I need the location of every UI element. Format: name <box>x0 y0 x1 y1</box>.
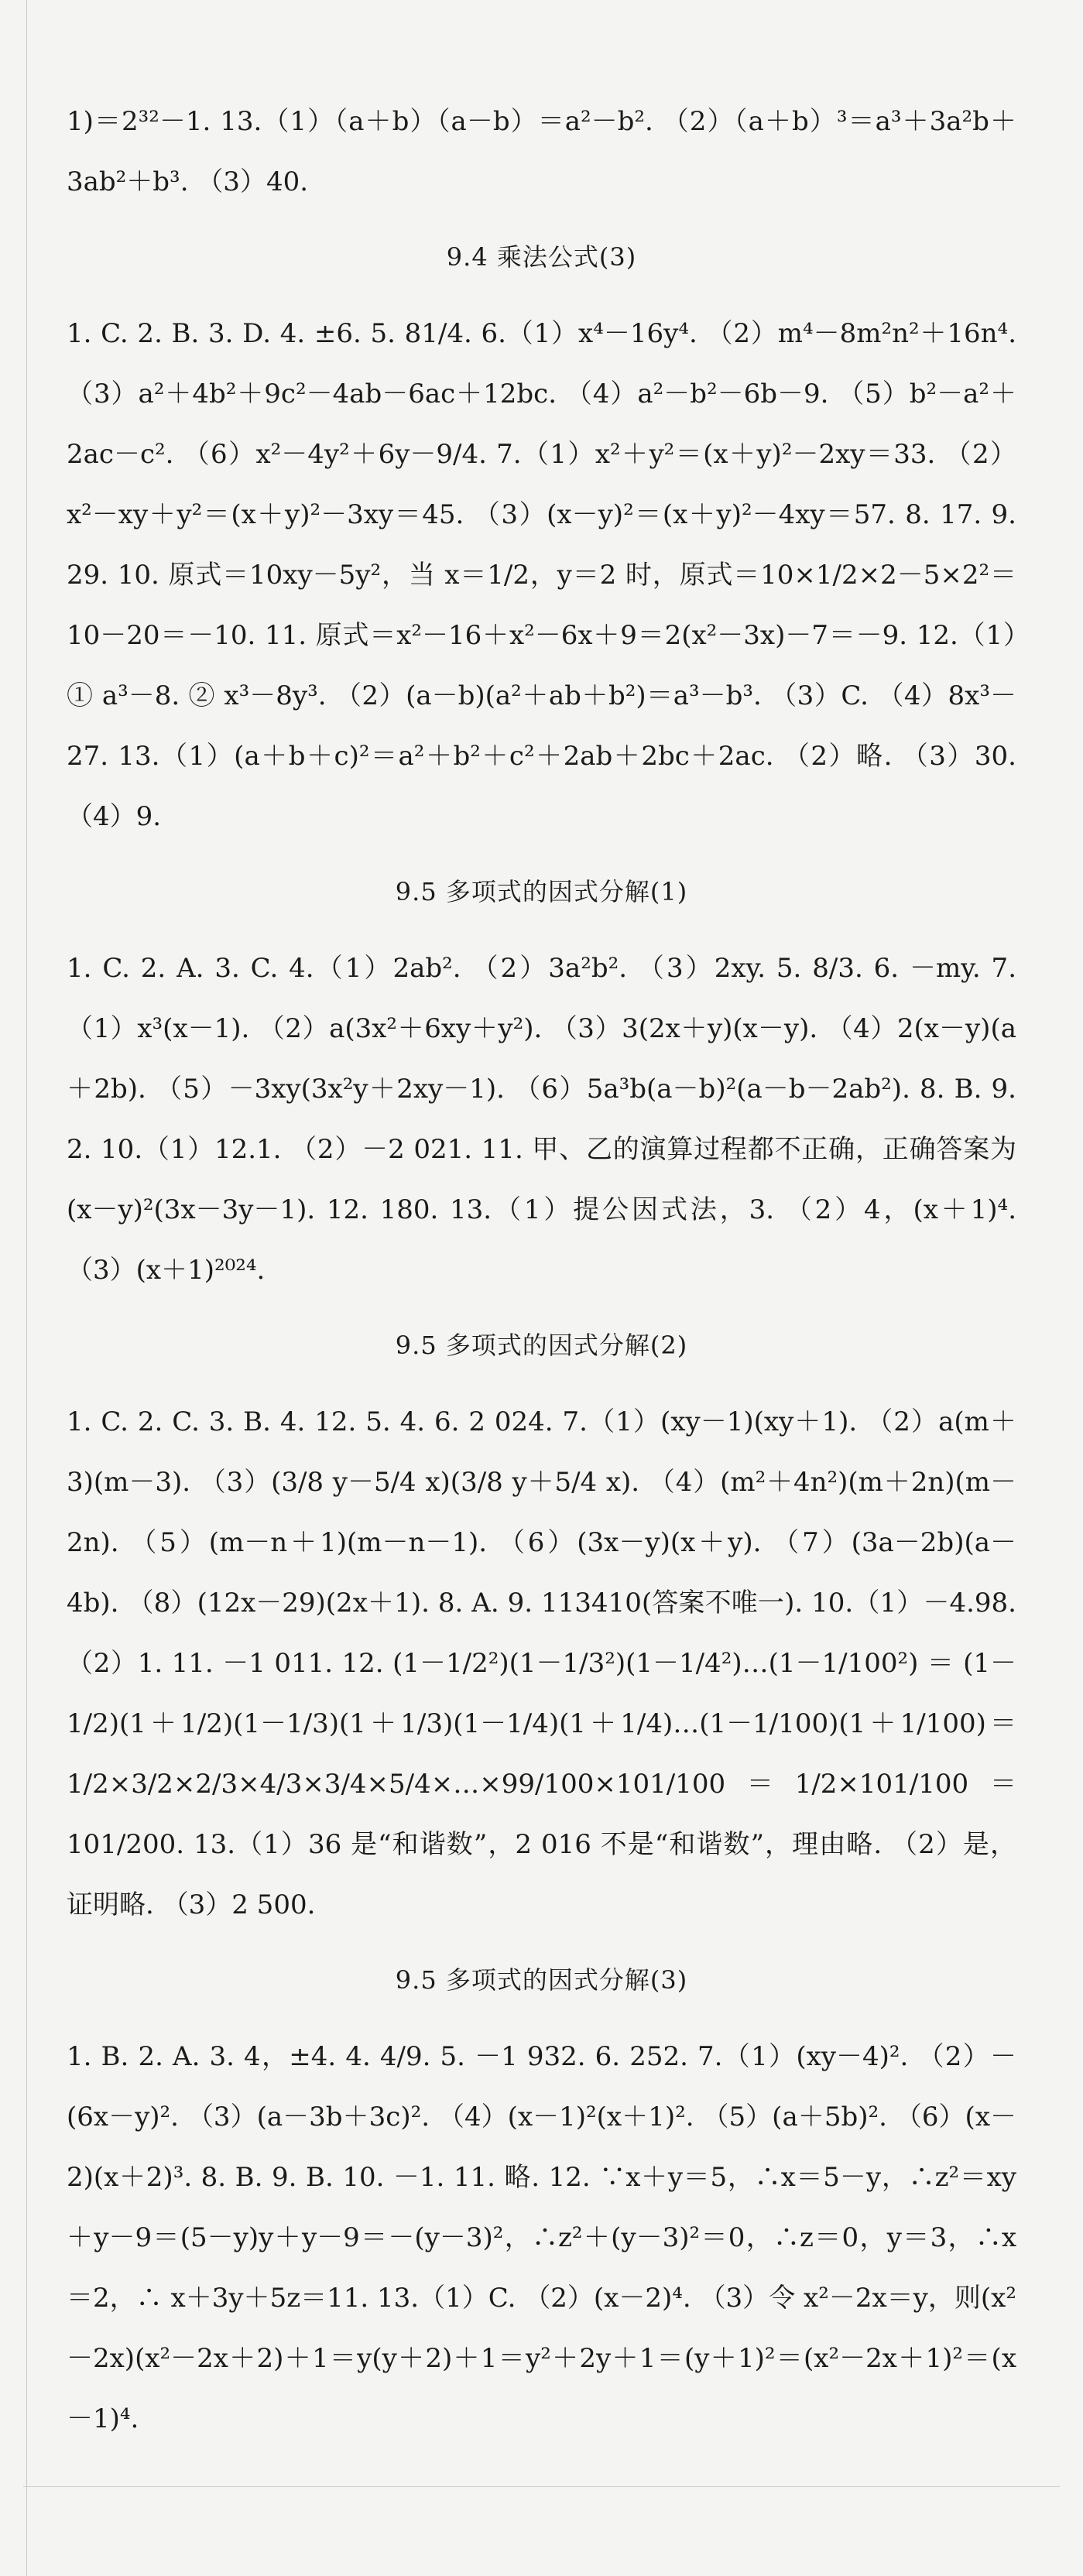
answer-block-9-5-3: 1. B. 2. A. 3. 4，±4. 4. 4/9. 5. －1 932. 6. 252. 7.（1）(xy－4)². （2）－(6x－y)². （3）(a－3b＋3c)². （4）(x－1)²(x＋1)². （5）(a＋5b)². （6）(x－2)(x＋2)³. 8. B. 9. B. 10. －1. 11. 略. 12. ∵x＋y＝5，∴x＝5－y，∴z²＝xy＋y－9＝(5－y)y＋y－9＝－(y－3)²，∴z²＋(y－3)²＝0，∴z＝0，y＝3，∴x＝2，∴ x＋3y＋5z＝11. 13.（1）C. （2）(x－2)⁴. （3）令 x²－2x＝y，则(x²－2x)(x²－2x＋2)＋1＝y(y＋2)＋1＝y²＋2y＋1＝(y＋1)²＝(x²－2x＋1)²＝(x－1)⁴. <box>67 2041 1016 2434</box>
answer-block-continued: 1)＝2³²－1. 13.（1）（a＋b）（a－b）＝a²－b². （2）（a＋b）³＝a³＋3a²b＋3ab²＋b³. （3）40. <box>67 106 1016 197</box>
left-margin-line <box>26 0 27 2576</box>
section-heading-9-5-3: 9.5 多项式的因式分解(3) <box>395 1965 688 1995</box>
section-heading-9-5-2: 9.5 多项式的因式分解(2) <box>395 1331 688 1360</box>
answer-block-9-5-2: 1. C. 2. C. 3. B. 4. 12. 5. 4. 6. 2 024. 7.（1）(xy－1)(xy＋1). （2）a(m＋3)(m－3). （3）(3/8 y－5/4 x)(3/8 y＋5/4 x). （4）(m²＋4n²)(m＋2n)(m－2n). （5）(m－n＋1)(m－n－1). （6）(3x－y)(x＋y). （7）(3a－2b)(a－4b). （8）(12x－29)(2x＋1). 8. A. 9. 113410(答案不唯一). 10.（1）－4.98. （2）1. 11. －1 011. 12. (1－1/2²)(1－1/3²)(1－1/4²)…(1－1/100²) ＝ (1－1/2)(1＋1/2)(1－1/3)(1＋1/3)(1－1/4)(1＋1/4)…(1－1/100)(1＋1/100)＝1/2×3/2×2/3×4/3×3/4×5/4×…×99/100×101/100＝1/2×101/100＝101/200. 13.（1）36 是“和谐数”，2 016 不是“和谐数”，理由略. （2）是，证明略. （3）2 500. <box>67 1406 1016 1920</box>
section-heading-9-4-3: 9.4 乘法公式(3) <box>446 242 637 272</box>
answer-block-9-4-3: 1. C. 2. B. 3. D. 4. ±6. 5. 81/4. 6.（1）x⁴－16y⁴. （2）m⁴－8m²n²＋16n⁴. （3）a²＋4b²＋9c²－4ab－6ac＋12bc. （4）a²－b²－6b－9. （5）b²－a²＋2ac－c². （6）x²－4y²＋6y－9/4. 7.（1）x²＋y²＝(x＋y)²－2xy＝33. （2）x²－xy＋y²＝(x＋y)²－3xy＝45. （3）(x－y)²＝(x＋y)²－4xy＝57. 8. 17. 9. 29. 10. 原式＝10xy－5y²，当 x＝1/2，y＝2 时，原式＝10×1/2×2－5×2²＝10－20＝－10. 11. 原式＝x²－16＋x²－6x＋9＝2(x²－3x)－7＝－9. 12.（1）① a³－8. ② x³－8y³. （2）(a－b)(a²＋ab＋b²)＝a³－b³. （3）C. （4）8x³－27. 13.（1）(a＋b＋c)²＝a²＋b²＋c²＋2ab＋2bc＋2ac. （2）略. （3）30. （4）9. <box>67 318 1016 832</box>
bottom-divider <box>23 2486 1060 2487</box>
answer-block-9-5-1: 1. C. 2. A. 3. C. 4.（1）2ab². （2）3a²b². （3）2xy. 5. 8/3. 6. －my. 7.（1）x³(x－1). （2）a(3x²＋6xy＋y²). （3）3(2x＋y)(x－y). （4）2(x－y)(a＋2b). （5）－3xy(3x²y＋2xy－1). （6）5a³b(a－b)²(a－b－2ab²). 8. B. 9. 2. 10.（1）12.1. （2）－2 021. 11. 甲、乙的演算过程都不正确，正确答案为(x－y)²(3x－3y－1). 12. 180. 13.（1）提公因式法，3. （2）4，(x＋1)⁴. （3）(x＋1)²⁰²⁴. <box>67 953 1016 1286</box>
section-heading-9-5-1: 9.5 多项式的因式分解(1) <box>395 877 688 906</box>
